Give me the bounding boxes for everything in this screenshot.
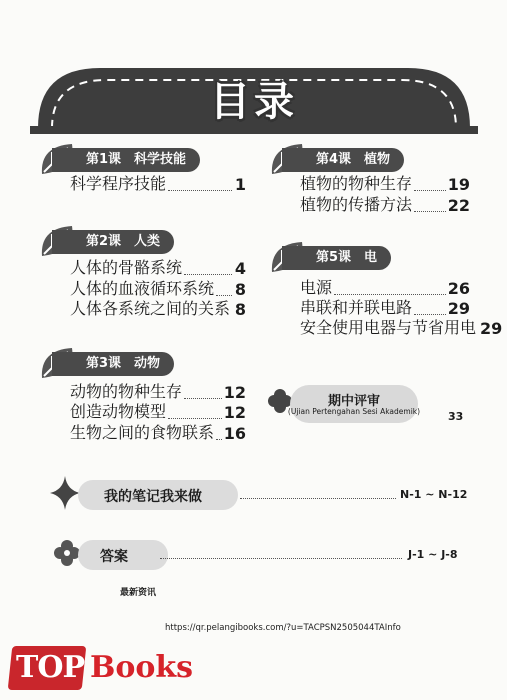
chapter-2-title: 第2课 人类 [52,230,174,254]
chapter-1-title: 第1课 科学技能 [52,148,200,172]
page-title: 目录 [210,79,298,125]
entry-label: 植物的传播方法 [300,195,413,214]
logo-books-text: Books [90,650,194,685]
entry-label: 科学程序技能 [70,174,167,193]
entry-page: 1 [234,175,246,194]
midterm-title: 期中评审 [327,394,380,409]
entry-page: 12 [223,403,246,422]
dot-leader [240,498,396,499]
answers-entry[interactable] [50,540,470,570]
qr-link[interactable]: https://qr.pelangibooks.com/?u=TACPSN2505044TAInfo [165,623,401,633]
entry-label: 安全使用电器与节省用电 [300,318,477,337]
dot-leader [184,274,232,275]
chapter-3-title: 第3课 动物 [52,352,174,376]
entry-label: 植物的物种生存 [300,174,413,193]
entry-page: 19 [447,175,470,194]
chapter-5-title: 第5课 电 [282,246,391,270]
toc-entry[interactable] [70,423,246,443]
entry-page: 22 [447,196,470,215]
midterm-entry[interactable] [268,385,468,435]
entry-page: 26 [447,279,470,298]
dot-leader [184,398,222,399]
entry-label: 人体的骨骼系统 [70,258,183,277]
entry-label: 生物之间的食物联系 [70,423,215,442]
midterm-page: 33 [448,410,464,423]
toc-entry[interactable] [70,299,247,319]
toc-entry[interactable] [300,318,503,338]
entry-page: 12 [223,383,246,402]
midterm-subtitle: (Ujian Pertengahan Sesi Akademik) [287,407,421,416]
entry-label: 创造动物模型 [70,402,167,421]
dot-leader [168,418,222,419]
notes-entry[interactable] [50,480,470,510]
entry-page: 4 [234,259,246,278]
entry-label: 人体的血液循环系统 [70,279,215,298]
entry-label: 动物的物种生存 [70,382,183,401]
entry-page: 29 [480,319,503,338]
notes-page: N-1 ~ N-12 [400,488,468,501]
dot-leader [160,558,402,559]
latest-news-label: 最新资讯 [120,588,157,598]
entry-page: 8 [234,300,247,319]
toc-entry[interactable] [300,195,470,215]
toc-entry[interactable] [70,174,246,194]
entry-label: 串联和并联电路 [300,298,413,317]
entry-page: 16 [223,424,246,443]
entry-label: 人体各系统之间的关系 [70,299,231,318]
notes-label: 我的笔记我来做 [104,489,202,505]
chapter-4-title: 第4课 植物 [282,148,404,172]
title-banner [30,60,478,136]
topbooks-logo [4,640,204,700]
flower-icon [54,540,80,566]
sparkle-icon [50,476,80,510]
dot-leader [168,190,232,191]
entry-page: 8 [234,280,246,299]
logo-top-text: TOP [16,650,85,685]
entry-label: 电源 [300,278,333,297]
entry-page: 29 [447,299,470,318]
answers-page: J-1 ~ J-8 [408,548,458,561]
answers-label: 答案 [100,549,128,565]
dot-leader [414,190,446,191]
dot-leader [414,211,446,212]
